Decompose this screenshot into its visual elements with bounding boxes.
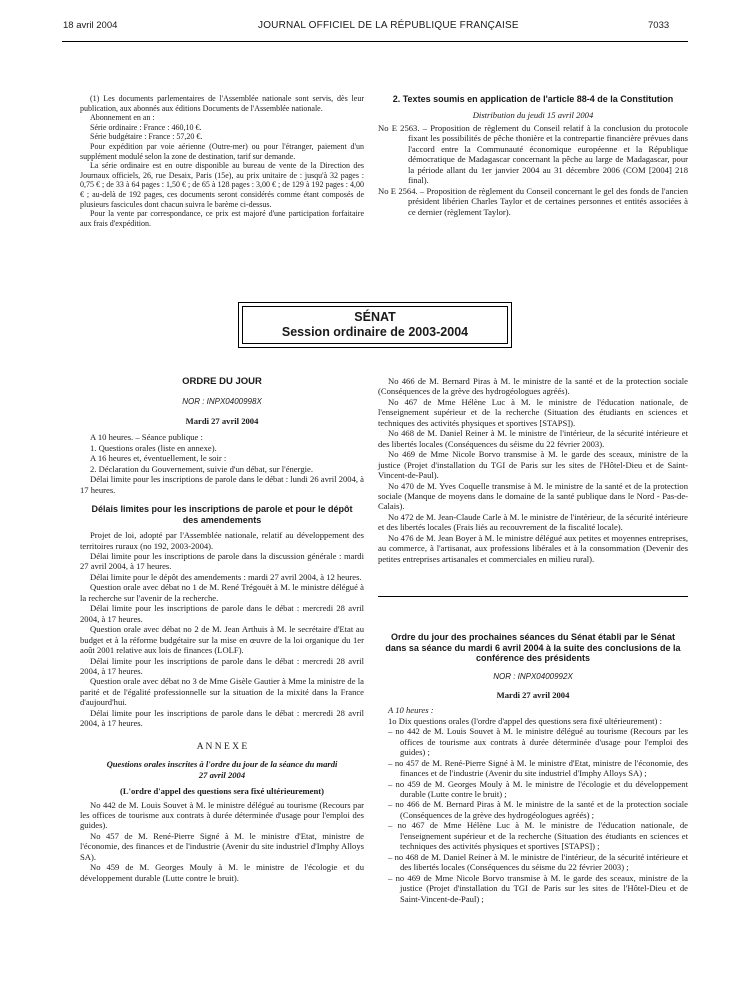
delais-paragraph: Question orale avec débat no 1 de M. René Trégouët à M. le ministre délégué à la recherche sur l'avenir de la recherche. xyxy=(80,582,364,603)
notice-paragraph: Série ordinaire : France : 460,10 €. xyxy=(90,122,202,132)
dash-item: – no 466 de M. Bernard Piras à M. le ministre de la santé et de la protection sociale (Conséquences de la grève des hydrogéologues agréés) ; xyxy=(388,799,688,820)
notice-paragraph: (1) Les documents parlementaires de l'Assemblée nationale sont servis, dès leur publication, aux abonnés aux éditions Documents de l'Assemblée nationale. xyxy=(80,94,364,113)
notice-paragraph: La série ordinaire est en outre disponible au bureau de vente de la Direction des Journaux officiels, 26, rue Desaix, Paris (15e), au prix unitaire de : jusqu'à 32 pages : 0,75 € ; de 33 à 64 pages : 1,50 € ; de 65 à 128 pages : 3,00 € ; de 129 à 192 pages : 4,00 € ; au-delà de 192 pages, ces documents seront considérés comme étant composés de plusieurs fascicules dont chacun suivra le barème ci-dessus. xyxy=(80,161,364,209)
notice-paragraph: Pour expédition par voie aérienne (Outre-mer) ou pour l'étranger, paiement d'un supplément modulé selon la zone de destination, tarif sur demande. xyxy=(80,141,364,161)
time-label: A 10 heures : xyxy=(388,705,434,716)
textes-soumis-section xyxy=(378,94,688,217)
delais-paragraph: Délai limite pour le dépôt des amendements : mardi 27 avril 2004, à 12 heures. xyxy=(90,571,362,582)
agenda-line: Délai limite pour les inscriptions de parole dans le débat : lundi 26 avril 2004, à 17 heures. xyxy=(80,474,364,495)
annexe-subtitle: Questions orales inscrites à l'ordre du jour de la séance du mardi 27 avril 2004 xyxy=(106,759,338,780)
dash-item: – no 459 de M. Georges Mouly à M. le ministre de l'écologie et du développement durable (Lutte contre le bruit) ; xyxy=(388,778,688,800)
annexe-title: A N N E X E xyxy=(196,741,248,752)
delais-paragraph: Projet de loi, adopté par l'Assemblée nationale, relatif au développement des territoires ruraux (no 192, 2003-2004). xyxy=(80,530,364,551)
dash-item: – no 467 de Mme Hélène Luc à M. le ministre de l'éducation nationale, de l'enseignement supérieur et de la recherche (Situation des étudiants en sciences et techniques des activités physiques et sportives [STAPS]) ; xyxy=(388,820,688,852)
page-number: 7033 xyxy=(648,20,670,31)
delais-paragraph: Question orale avec débat no 2 de M. Jean Arthuis à M. le secrétaire d'Etat au budget et à la réforme budgétaire sur la mise en œuvre de la loi organique du 1er août 2001 relative aux lois de finances (LOLF). xyxy=(80,624,364,656)
section-heading: 2. Textes soumis en application de l'article 88-4 de la Constitution xyxy=(392,94,674,104)
agenda-intro: 1o Dix questions orales (l'ordre d'appel des questions sera fixé ultérieurement) : xyxy=(388,715,662,726)
dash-item: – no 468 de M. Daniel Reiner à M. le ministre de l'intérieur, de la sécurité intérieure et des libertés locales (Conséquences du séisme du 22 février 2003) ; xyxy=(388,851,688,873)
delais-paragraph: Délai limite pour les inscriptions de parole dans le débat : mercredi 28 avril 2004, à 17 heures. xyxy=(80,603,364,624)
question-item: No 470 de M. Yves Coquelle transmise à M. le ministre de la santé et de la protection sociale (Manque de moyens dans le domaine de la santé publique dans le Nord - Pas-de-Calais). xyxy=(378,480,688,512)
ordre-appel-note: (L'ordre d'appel des questions sera fixé ultérieurement) xyxy=(119,786,324,797)
senat-title: SÉNAT xyxy=(354,310,396,324)
subscription-notice xyxy=(80,94,364,228)
prochaines-heading: Ordre du jour des prochaines séances du Sénat établi par le Sénat dans sa séance du mardi 6 avril 2004 à la suite des conclusions de la conférence des présidents xyxy=(385,632,681,663)
question-item: No 457 de M. René-Pierre Signé à M. le ministre d'Etat, ministre de l'économie, des finances et de l'industrie (Avenir du site industriel d'Imphy Alloys SA). xyxy=(80,830,364,862)
question-item: No 466 de M. Bernard Piras à M. le ministre de la santé et de la protection sociale (Conséquences de la grève des hydrogéologues agréés). xyxy=(378,376,688,397)
delais-paragraph: Délai limite pour les inscriptions de parole dans la discussion générale : mardi 27 avril 2004, à 17 heures. xyxy=(80,551,364,572)
question-item: No 472 de M. Jean-Claude Carle à M. le ministre de l'intérieur, de la sécurité intérieure et des libertés locales (Frais liés au recouvrement de la fiscalité locale). xyxy=(378,511,688,533)
question-item: No 459 de M. Georges Mouly à M. le ministre de l'écologie et du développement durable (Lutte contre le bruit). xyxy=(80,862,364,883)
session-date: Mardi 27 avril 2004 xyxy=(496,689,570,700)
text-item: No E 2563. – Proposition de règlement du Conseil relatif à la conclusion du protocole fixant les possibilités de pêche thonière et la contrepartie financière prévues dans l'accord entre la Communauté économique européenne et la République démocratique de Madagascar concernant la pêche au large de Madagascar, pour la période allant du 1er janvier 2004 au 31 décembre 2006 (COM [2004] 218 final). xyxy=(378,122,688,186)
page-header xyxy=(0,0,748,46)
ordre-du-jour-title: ORDRE DU JOUR xyxy=(182,376,262,387)
agenda-line: A 16 heures et, éventuellement, le soir : xyxy=(90,453,227,464)
nor-reference: NOR : INPX0400998X xyxy=(182,396,262,406)
section-divider xyxy=(378,596,688,597)
notice-paragraph: Pour la vente par correspondance, ce prix est majoré d'une participation forfaitaire aux frais d'expédition. xyxy=(80,209,364,228)
question-item: No 468 de M. Daniel Reiner à M. le ministre de l'intérieur, de la sécurité intérieure et des libertés locales (Conséquences du séisme du 22 février 2003). xyxy=(378,428,688,449)
agenda-line: A 10 heures. – Séance publique : xyxy=(90,432,203,443)
header-date: 18 avril 2004 xyxy=(63,20,118,31)
left-column xyxy=(80,377,364,883)
dash-item: – no 457 de M. René-Pierre Signé à M. le ministre d'Etat, ministre de l'économie, des finances et de l'industrie (Avenir du site industriel d'Imphy Alloys SA) ; xyxy=(388,757,688,779)
text-item: No E 2564. – Proposition de règlement du Conseil concernant le gel des fonds de l'ancien président libérien Charles Taylor et de certaines personnes et entités associées à ce dernier (règlement Taylor). xyxy=(378,185,688,217)
journal-title: JOURNAL OFFICIEL DE LA RÉPUBLIQUE FRANÇAISE xyxy=(258,20,519,31)
delais-paragraph: Question orale avec débat no 3 de Mme Gisèle Gautier à Mme la ministre de la parité et de l'égalité professionnelle sur la situation de la mixité dans la France d'aujourd'hui. xyxy=(80,676,364,708)
nor-reference: NOR : INPX0400992X xyxy=(493,671,573,681)
distribution-date: Distribution du jeudi 15 avril 2004 xyxy=(472,109,594,120)
prochaines-seances-section xyxy=(378,632,688,904)
delais-heading: Délais limites pour les inscriptions de parole et pour le dépôt des amendements xyxy=(91,504,353,525)
question-item: No 467 de Mme Hélène Luc à M. le ministre de l'éducation nationale, de l'enseignement supérieur et de la recherche (Situation des étudiants en sciences et techniques des activités physiques et sportives [STAPS]). xyxy=(378,396,688,428)
senat-title-box xyxy=(238,302,512,348)
dash-item: – no 469 de Mme Nicole Borvo transmise à M. le garde des sceaux, ministre de la justice (Projet d'installation du TGI de Paris sur les sites de l'Hôtel-Dieu et de Saint-Vincent-de-Paul) ; xyxy=(388,872,688,904)
notice-paragraph: Série budgétaire : France : 57,20 €. xyxy=(90,132,203,142)
session-date: Mardi 27 avril 2004 xyxy=(185,415,259,426)
question-item: No 476 de M. Jean Boyer à M. le ministre délégué aux petites et moyennes entreprises, au commerce, à l'artisanat, aux professions libérales et à la consommation (Devenir des petites entreprises artisanales et commerciales en milieu rural). xyxy=(378,532,688,564)
delais-paragraph: Délai limite pour les inscriptions de parole dans le débat : mercredi 28 avril 2004, à 17 heures. xyxy=(80,655,364,677)
dash-item: – no 442 de M. Louis Souvet à M. le ministre délégué au tourisme (Recours par les offices de tourisme aux contrats à durée déterminée d'usage pour l'emploi des guides) ; xyxy=(388,726,688,758)
right-column xyxy=(378,376,688,564)
session-title: Session ordinaire de 2003-2004 xyxy=(281,325,469,339)
header-rule xyxy=(62,41,688,42)
question-item: No 442 de M. Louis Souvet à M. le ministre délégué au tourisme (Recours par les offices de tourisme aux contrats à durée déterminée d'usage pour l'emploi des guides). xyxy=(80,799,364,831)
question-item: No 469 de Mme Nicole Borvo transmise à M. le garde des sceaux, ministre de la justice (Projet d'installation du TGI de Paris sur les sites de l'Hôtel-Dieu et de Saint-Vincent-de-Paul). xyxy=(378,449,688,481)
agenda-line: 2. Déclaration du Gouvernement, suivie d'un débat, sur l'énergie. xyxy=(90,463,313,474)
delais-paragraph: Délai limite pour les inscriptions de parole dans le débat : mercredi 28 avril 2004, à 17 heures. xyxy=(80,707,364,729)
notice-paragraph: Abonnement en an : xyxy=(90,113,155,123)
agenda-line: 1. Questions orales (liste en annexe). xyxy=(90,442,217,453)
